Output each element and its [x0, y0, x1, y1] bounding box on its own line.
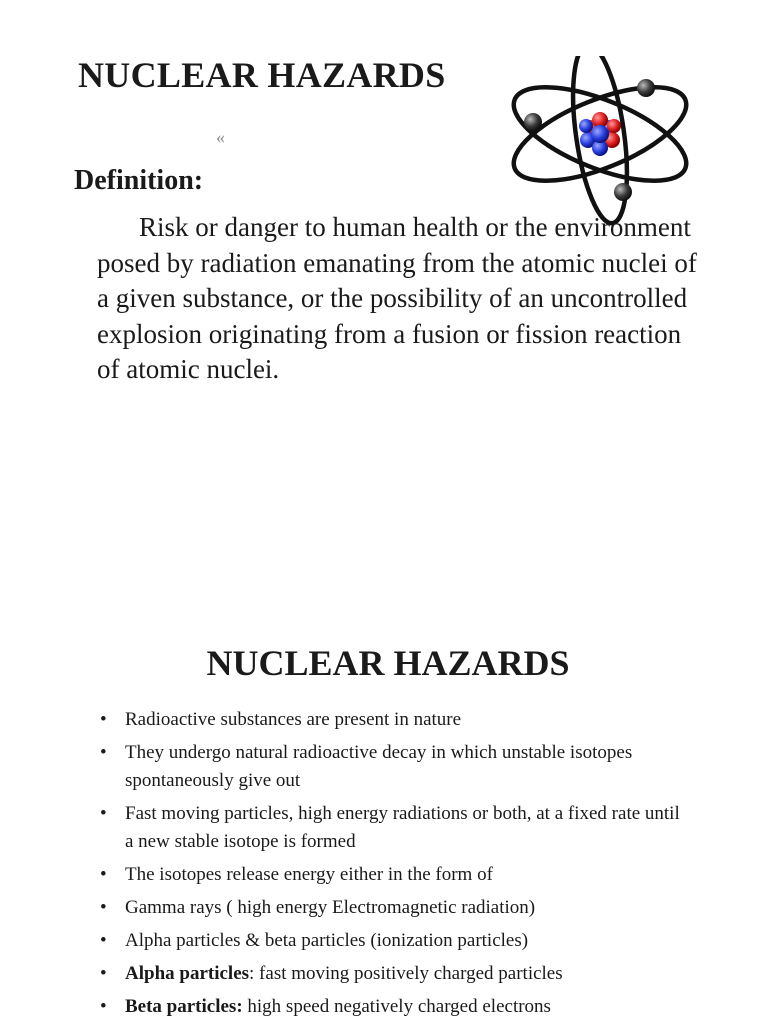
list-item [100, 706, 680, 734]
definition-heading: Definition: [74, 165, 204, 196]
list-item [100, 739, 680, 795]
nucleus [579, 112, 621, 156]
bullet-text: The isotopes release energy either in the form of [125, 864, 493, 885]
list-item [100, 927, 680, 955]
nav-back-marker: « [216, 127, 225, 147]
list-item [100, 894, 680, 922]
bullet-text: Radioactive substances are present in nature [125, 709, 462, 730]
bullet-text: Alpha particles & beta particles (ionization particles) [125, 930, 529, 951]
atom-icon [500, 56, 696, 236]
bullet-text: They undergo natural radioactive decay in which unstable isotopes spontaneously give out [125, 742, 633, 791]
list-item [100, 861, 680, 889]
bullet-bold-term: Beta particles: [125, 996, 243, 1017]
bullet-dot: • [100, 963, 107, 984]
bullet-dot: • [100, 742, 107, 763]
bullet-bold-term: Alpha particles [125, 963, 250, 984]
slide1-title: NUCLEAR HAZARDS [78, 55, 446, 95]
slide2-title: NUCLEAR HAZARDS [206, 643, 570, 683]
list-item [100, 800, 680, 856]
bullet-dot: • [100, 709, 107, 730]
bullet-dot: • [100, 897, 107, 918]
bullet-dot: • [100, 996, 107, 1017]
bullet-text: Fast moving particles, high energy radiations or both, at a fixed rate until a new stable isotope is formed [125, 803, 680, 852]
bullet-dot: • [100, 864, 107, 885]
list-item [100, 960, 680, 988]
bullet-dot: • [100, 930, 107, 951]
bullet-dot: • [100, 803, 107, 824]
bullet-text: high speed negatively charged electrons [242, 996, 551, 1017]
bullet-list [100, 706, 680, 1026]
bullet-text: : fast moving positively charged particles [249, 963, 563, 984]
list-item [100, 993, 680, 1021]
definition-text: Risk or danger to human health or the environment posed by radiation emanating from the atomic nuclei of a given substance, or the possibility of an uncontrolled explosion originating from a fusion or fission reaction of atomic nuclei. [97, 212, 697, 384]
bullet-text: Gamma rays ( high energy Electromagnetic radiation) [125, 897, 536, 918]
